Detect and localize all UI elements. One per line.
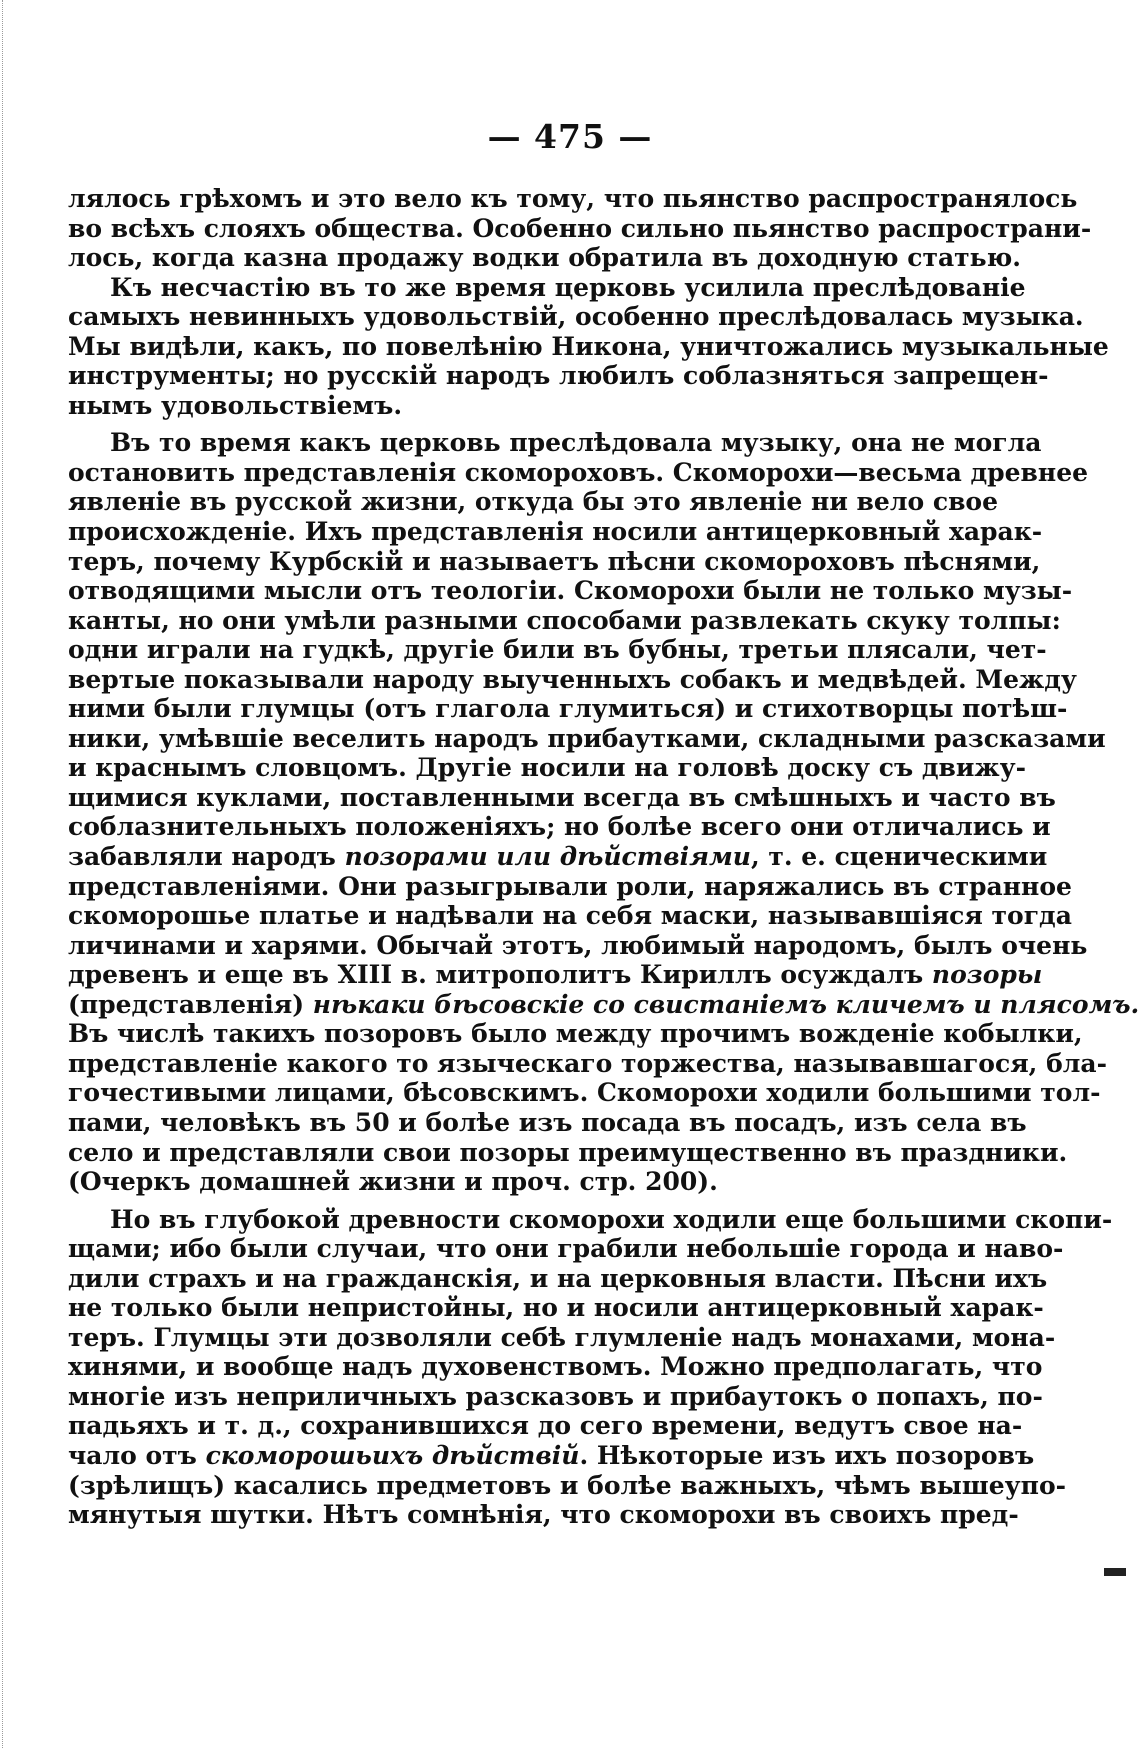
text-line: теръ, почему Курбскій и называетъ пѣсни скомороховъ пѣснями, [68,546,1041,576]
text-line: ними были глумцы (отъ глагола глумиться) и стихотворцы потѣш- [68,694,1068,724]
text-line: не только были непристойны, но и носили антицерковный харак- [68,1293,1044,1323]
ink-mark [1104,1568,1126,1576]
text-line: остановить представленія скомороховъ. Скоморохи—весьма древнее [68,457,1089,487]
text-line [68,1440,1035,1471]
text-line: село и представляли свои позоры преимущественно въ праздники. [68,1137,1068,1167]
text-run: забавляли народъ [68,842,345,872]
paragraph-start-line: Къ несчастію въ то же время церковь усилила преслѣдованіе [110,272,1026,302]
text-line: во всѣхъ слояхъ общества. Особенно сильно пьянство распространи- [68,213,1092,243]
text-line: гочестивыми лицами, бѣсовскимъ. Скоморохи ходили большими тол- [68,1078,1101,1108]
italic-term: позорами или дѣйствіями [344,842,751,872]
text-line: нымъ удовольствіемъ. [68,390,403,420]
text-line: щимися куклами, поставленными всегда въ смѣшныхъ и часто въ [68,782,1056,812]
text-line: одни играли на гудкѣ, другіе били въ бубны, третьи плясали, чет- [68,635,1047,665]
text-line: самыхъ невинныхъ удовольствій, особенно преслѣдовалась музыка. [68,302,1084,332]
text-line [68,989,1140,1020]
text-line: соблазнительныхъ положеніяхъ; но болѣе всего они отличались и [68,812,1051,842]
text-line: инструменты; но русскій народъ любилъ соблазняться запрещен- [68,361,1049,391]
text-line: и краснымъ словцомъ. Другіе носили на головѣ доску съ движу- [68,753,1027,783]
text-run: . Нѣкоторые изъ ихъ позоровъ [579,1440,1035,1470]
paragraph-start-line: Въ то время какъ церковь преслѣдовала музыку, она не могла [110,428,1042,458]
paragraph-start-line: Но въ глубокой древности скоморохи ходили еще большими скопи- [110,1204,1113,1234]
text-run: (представленія) [68,989,313,1019]
text-line: ники, умѣвшіе веселить народъ прибаутками, складными разсказами [68,723,1106,753]
text-line: щами; ибо были случаи, что они грабили небольшіе города и наво- [68,1234,1064,1264]
text-run: , т. е. сценическими [750,842,1048,872]
text-line [68,960,1043,990]
text-line [68,842,1048,872]
page-number: — 475 — [487,117,653,156]
text-line: теръ. Глумцы эти дозволяли себѣ глумленіе надъ монахами, мона- [68,1322,1056,1352]
italic-term: скоморошьихъ дѣйствій [205,1440,580,1470]
text-line: отводящими мысли отъ теологіи. Скоморохи были не только музы- [68,576,1073,606]
text-line: пами, человѣкъ въ 50 и болѣе изъ посада въ посадъ, изъ села въ [68,1107,1027,1137]
text-line: падьяхъ и т. д., сохранившихся до сего времени, ведутъ свое на- [68,1411,1023,1441]
text-line: многіе изъ неприличныхъ разсказовъ и прибаутокъ о попахъ, по- [68,1381,1043,1411]
text-line: лялось грѣхомъ и это вело къ тому, что пьянство распространялось [68,184,1078,213]
text-line: вертые показывали народу выученныхъ собакъ и медвѣдей. Между [68,664,1077,694]
scan-edge [2,0,6,1748]
text-line: хинями, и вообще надъ духовенствомъ. Можно предполагать, что [68,1352,1043,1382]
text-line: Въ числѣ такихъ позоровъ было между прочимъ вожденіе кобылки, [68,1019,1083,1049]
citation-line: (Очеркъ домашней жизни и проч. стр. 200). [68,1167,718,1197]
text-line: канты, но они умѣли разными способами развлекать скуку толпы: [68,605,1061,635]
text-line: явленіе въ русской жизни, откуда бы это явленіе ни вело свое [68,487,999,517]
text-line: представленіе какого то языческаго торжества, называвшагося, бла- [68,1048,1107,1078]
text-line: происхожденіе. Ихъ представленія носили антицерковный харак- [68,517,1043,547]
body-text [68,184,1140,1530]
text-line: мянутыя шутки. Нѣтъ сомнѣнія, что скоморохи въ своихъ пред- [68,1500,1019,1530]
text-line: лось, когда казна продажу водки обратила въ доходную статью. [68,243,1021,273]
text-line: представленіями. Они разыгрывали роли, наряжались въ странное [68,871,1072,901]
text-line: личинами и харями. Обычай этотъ, любимый народомъ, былъ очень [68,930,1088,960]
text-run: чало отъ [68,1440,206,1470]
text-line: дили страхъ и на гражданскія, и на церковныя власти. Пѣсни ихъ [68,1263,1048,1293]
text-line: (зрѣлищъ) касались предметовъ и болѣе важныхъ, чѣмъ вышеупо- [68,1470,1066,1500]
italic-term: позоры [931,960,1043,990]
text-run: древенъ и еще въ XIII в. митрополитъ Кириллъ осуждалъ [68,960,932,990]
text-line: Мы видѣли, какъ, по повелѣнію Никона, уничтожались музыкальные [68,331,1109,361]
italic-quote: нѣкаки бѣсовскіе со свистаніемъ кличемъ и плясомъ. [312,989,1140,1019]
text-line: скоморошье платье и надѣвали на себя маски, называвшіяся тогда [68,901,1072,931]
